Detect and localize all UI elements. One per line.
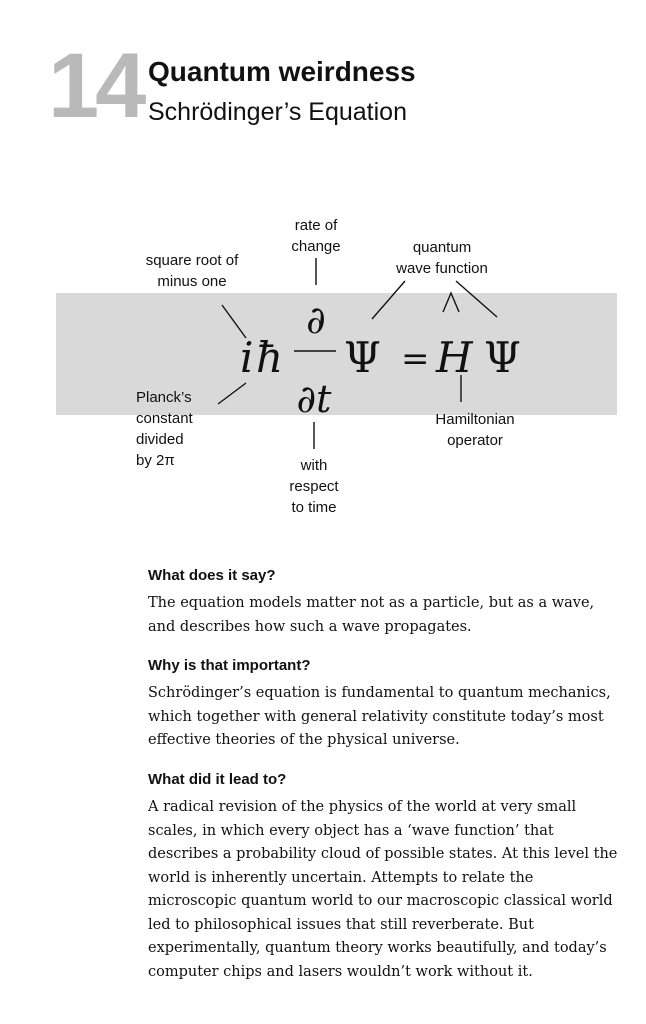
chapter-title: Quantum weirdness bbox=[148, 56, 416, 87]
annotation-wave-function: quantum wave function bbox=[396, 239, 488, 277]
section-heading: What did it lead to? bbox=[148, 771, 287, 788]
partial-numerator: ∂ bbox=[306, 298, 326, 342]
wave-function-pointer-left bbox=[372, 281, 405, 319]
annotation-hamiltonian-operator: Hamiltonian operator bbox=[435, 411, 515, 449]
section-why-is-that-important bbox=[148, 656, 618, 753]
section-heading: What does it say? bbox=[148, 567, 276, 584]
section-body: Schrödinger’s equation is fundamental to quantum mechanics, which together with general relativity constitute today’s most effective theories of the physical universe. bbox=[148, 685, 611, 748]
plancks-constant-pointer bbox=[218, 383, 246, 404]
equation-figure bbox=[0, 205, 646, 525]
partial-denominator: ∂t bbox=[296, 377, 332, 421]
hamiltonian-hat-icon bbox=[443, 293, 459, 312]
psi-left-symbol: Ψ bbox=[344, 333, 381, 382]
psi-right-symbol: Ψ bbox=[484, 333, 521, 382]
square-root-pointer bbox=[222, 305, 246, 338]
section-what-did-it-lead-to bbox=[148, 770, 618, 984]
imaginary-unit-symbol: i bbox=[240, 333, 254, 382]
chapter-subtitle: Schrödinger’s Equation bbox=[148, 98, 407, 126]
reduced-planck-symbol: ħ bbox=[256, 333, 284, 382]
equals-sign: = bbox=[401, 339, 430, 379]
wave-function-pointer-right bbox=[456, 281, 497, 317]
chapter-number: 14 bbox=[48, 35, 143, 137]
annotation-with-respect-to-time: with respect to time bbox=[289, 457, 339, 516]
annotation-plancks-constant: Planck’s constant divided by 2π bbox=[136, 389, 193, 469]
hamiltonian-symbol: H bbox=[436, 333, 473, 382]
section-heading: Why is that important? bbox=[148, 657, 311, 674]
annotation-rate-of-change: rate of change bbox=[291, 217, 341, 255]
section-what-does-it-say bbox=[148, 566, 618, 639]
annotation-square-root: square root of minus one bbox=[145, 252, 239, 290]
section-body: The equation models matter not as a particle, but as a wave, and describes how such a wave propagates. bbox=[148, 595, 595, 635]
section-body: A radical revision of the physics of the world at very small scales, in which every object has a ‘wave function’ that describes a probability cloud of possible states. At this level the world is inherently uncertain. Attempts to relate the microscopic quantum world to our macroscopic classical world led to philosophical issues that still reverberate. But experimentally, quantum theory works beautifully, and today’s computer chips and lasers wouldn’t work without it. bbox=[148, 799, 618, 980]
